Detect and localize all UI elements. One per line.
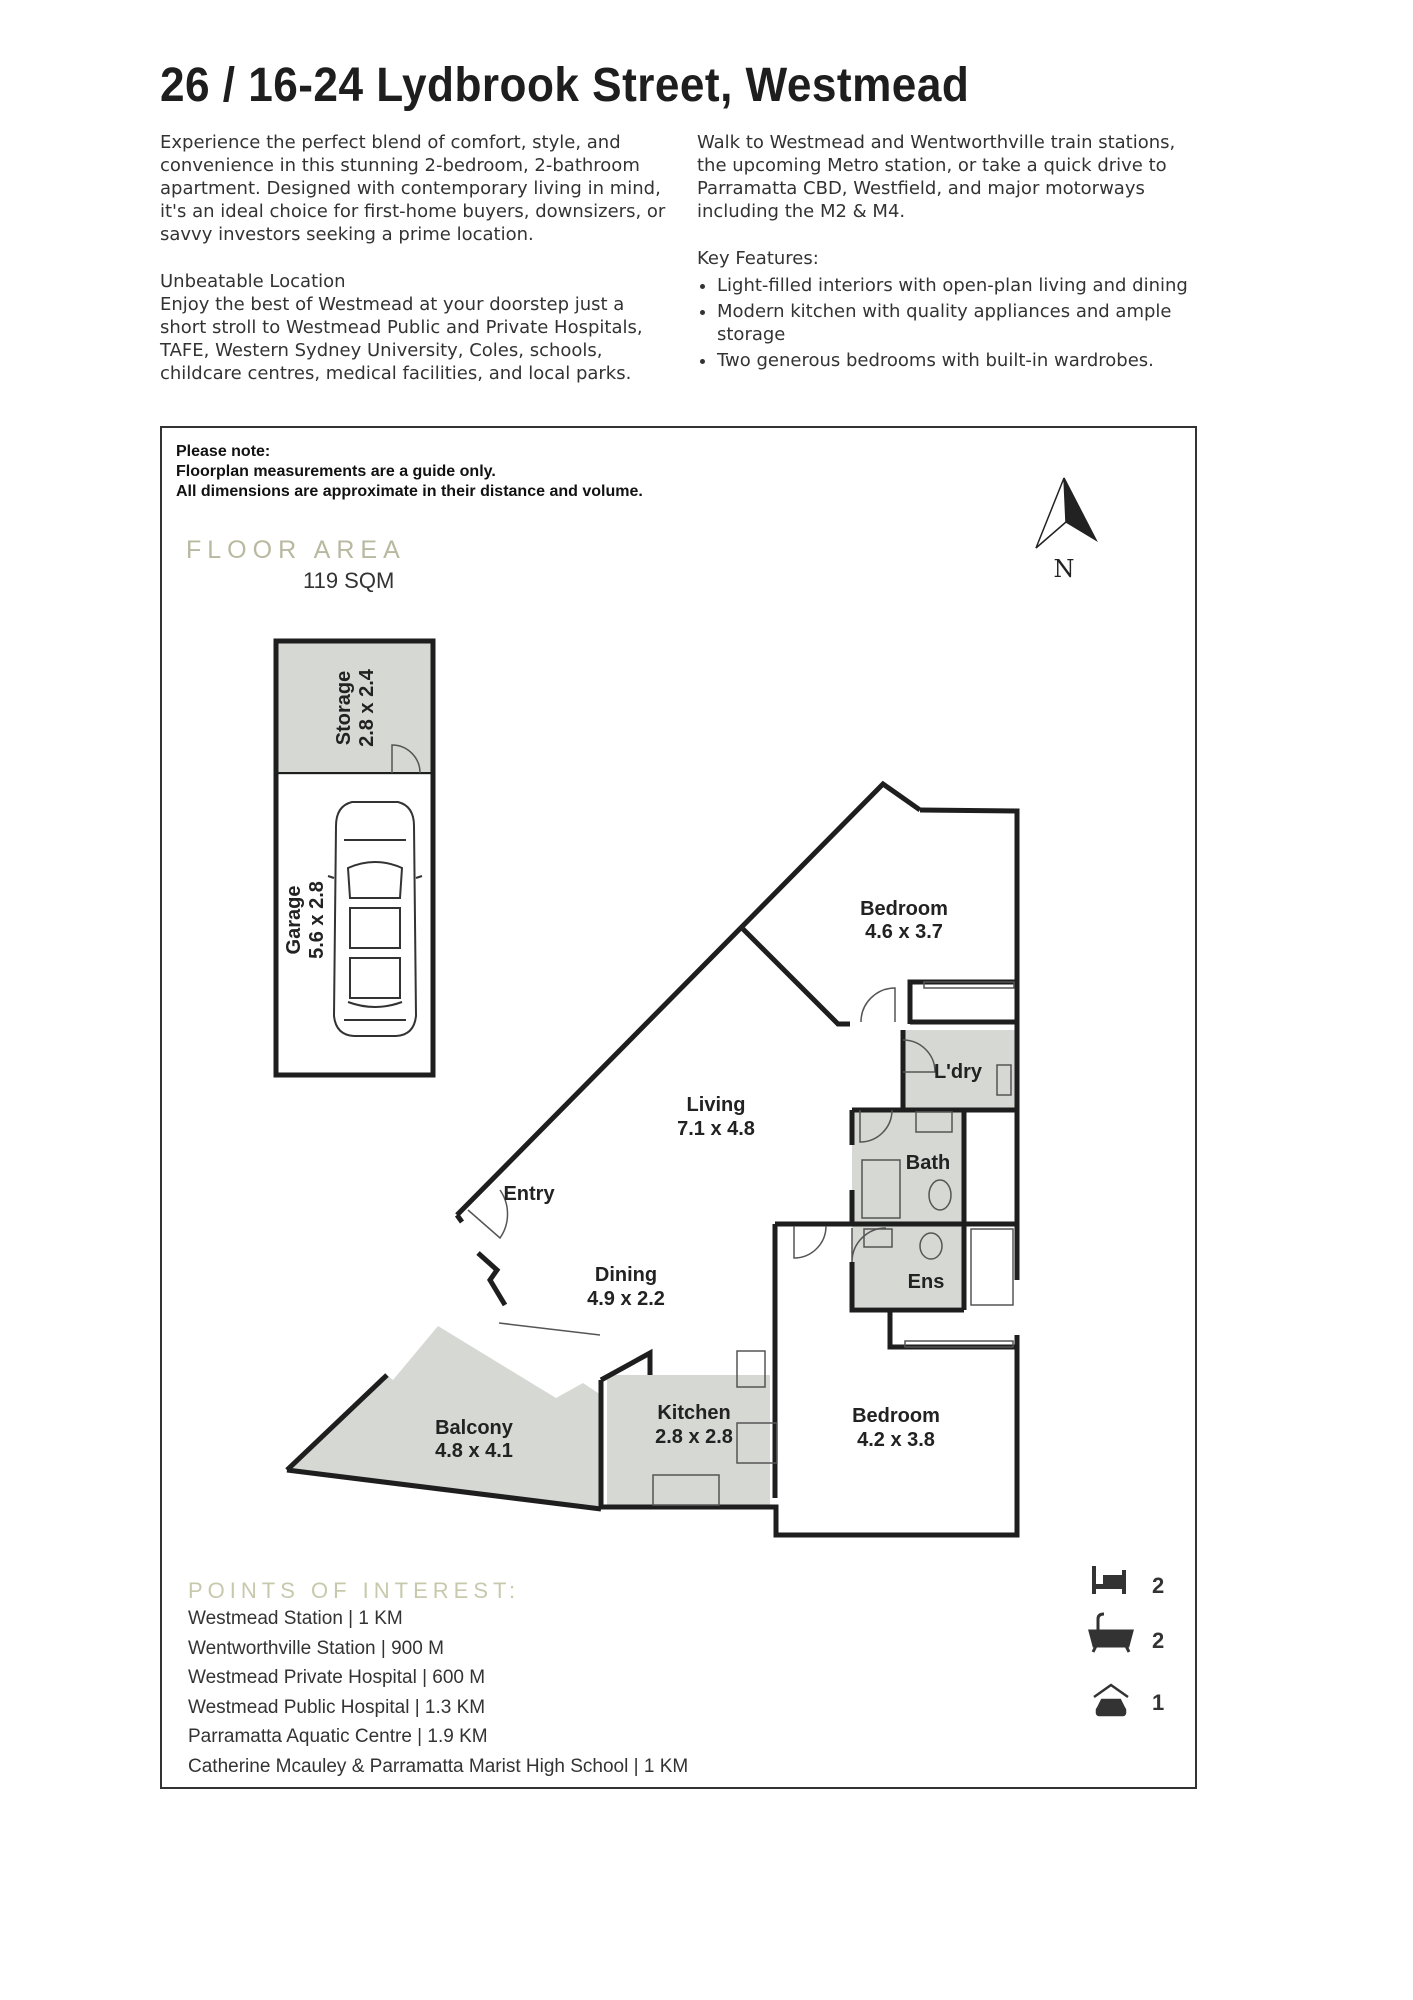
storage-dims: 2.8 x 2.4 [356, 669, 378, 747]
page-title: 26 / 16-24 Lydbrook Street, Westmead [160, 59, 970, 112]
kitchen-dims: 2.8 x 2.8 [655, 1426, 733, 1448]
intro-text: Experience the perfect blend of comfort, style, and convenience in this stunning 2-bedroom, 2-bathroom apartment. Designed with contemporary living in mind, it's an ideal choice for first-home buyers, downsizers, or savvy investors seeking a prime location. [160, 132, 666, 245]
kitchen-label: Kitchen [657, 1402, 731, 1424]
location-heading: Unbeatable Location [160, 271, 346, 292]
compass-label: N [1053, 555, 1075, 583]
note-line: Floorplan measurements are a guide only. [176, 463, 496, 480]
feature-item: • Modern kitchen with quality appliances and ample storage [717, 300, 1197, 346]
note-line: All dimensions are approximate in their distance and volume. [176, 483, 643, 500]
poi-item: Westmead Private Hospital | 600 M [188, 1667, 486, 1688]
bathroom-count: 2 [1152, 1628, 1165, 1653]
bedroom2-dims: 4.2 x 3.8 [857, 1429, 935, 1451]
laundry-label: L'dry [933, 1061, 983, 1083]
entry-label: Entry [503, 1183, 555, 1205]
feature-item: • Light-filled interiors with open-plan living and dining [717, 274, 1197, 297]
poi-title: POINTS OF INTEREST: [188, 1578, 521, 1603]
bath-icon [1090, 1614, 1132, 1652]
garage-block [276, 641, 433, 1075]
car-garage-icon [1094, 1685, 1128, 1715]
balcony-slider [499, 1323, 600, 1335]
bedroom-count: 2 [1152, 1573, 1165, 1598]
poi-item: Westmead Public Hospital | 1.3 KM [188, 1696, 486, 1718]
note-heading: Please note: [176, 443, 271, 460]
parking-count: 1 [1152, 1690, 1165, 1715]
poi-list [188, 1604, 688, 1781]
living-label: Living [686, 1094, 746, 1116]
north-arrow-icon [1036, 478, 1096, 583]
bed-icon [1092, 1566, 1126, 1594]
dining-label: Dining [594, 1264, 658, 1286]
bedroom1-dims: 4.6 x 3.7 [865, 921, 943, 943]
ensuite-label: Ens [907, 1271, 945, 1293]
poi-item: Parramatta Aquatic Centre | 1.9 KM [188, 1726, 488, 1747]
storage-label: Storage [333, 670, 355, 746]
car-icon [328, 802, 422, 1036]
features-heading: Key Features: [697, 248, 819, 269]
location-text: Enjoy the best of Westmead at your doorstep just a short stroll to Westmead Public and Private Hospitals, TAFE, Western Sydney University, Coles, schools, childcare centres, medical facilities, and local parks. [160, 294, 643, 384]
floor-area-value: 119 SQM [303, 568, 395, 593]
garage-label: Garage [283, 885, 305, 955]
bath-label: Bath [905, 1152, 951, 1174]
bedroom2-label: Bedroom [852, 1405, 940, 1427]
dining-dims: 4.9 x 2.2 [587, 1288, 665, 1310]
garage-dims: 5.6 x 2.8 [306, 881, 328, 959]
poi-item: Catherine Mcauley & Parramatta Marist High School | 1 KM [188, 1755, 689, 1777]
poi-item: Westmead Station | 1 KM [188, 1608, 403, 1629]
floor-area-title: FLOOR AREA [186, 536, 406, 564]
living-dims: 7.1 x 4.8 [677, 1118, 755, 1140]
wardrobe-icon [971, 1229, 1013, 1305]
poi-item: Wentworthville Station | 900 M [188, 1637, 444, 1659]
ensuite-area [852, 1226, 964, 1307]
balcony-dims: 4.8 x 4.1 [435, 1440, 513, 1462]
balcony-label: Balcony [435, 1417, 513, 1439]
feature-item: • Two generous bedrooms with built-in wardrobes. [717, 349, 1197, 372]
transport-text: Walk to Westmead and Wentworthville train stations, the upcoming Metro station, or take a quick drive to Parramatta CBD, Westfield, and major motorways including the M2 & M4. [697, 132, 1176, 222]
bedroom1-label: Bedroom [860, 898, 948, 920]
